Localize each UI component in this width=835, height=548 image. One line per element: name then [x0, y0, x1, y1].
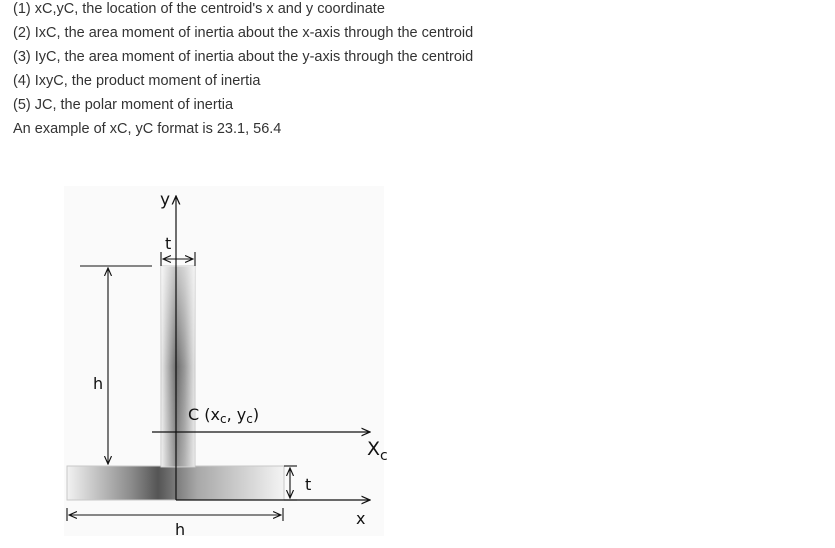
flange-thickness-label: t [305, 475, 312, 494]
web-thickness-label: t [165, 234, 172, 253]
y-axis-label: y [160, 190, 171, 210]
centroid-label-sub1: c [219, 412, 227, 426]
x-axis-label: x [356, 509, 366, 528]
centroid-label-mid: , y [226, 405, 247, 424]
question-item-1: (1) xC,yC, the location of the centroid's x and y coordinate [13, 1, 385, 17]
question-item-2: (2) IxC, the area moment of inertia about the x-axis through the centroid [13, 25, 474, 41]
width-label: h [175, 520, 186, 539]
xc-axis-subscript: c [380, 448, 388, 464]
centroid-label-sub2: c [246, 412, 253, 426]
question-item-5: (5) JC, the polar moment of inertia [13, 97, 234, 113]
format-example: An example of xC, yC format is 23.1, 56.4 [13, 121, 282, 137]
height-label: h [93, 374, 104, 393]
xc-axis-main: X [367, 438, 381, 460]
centroid-label-close: ) [252, 405, 260, 424]
question-item-3: (3) IyC, the area moment of inertia about the y-axis through the centroid [13, 49, 474, 65]
question-item-4: (4) IxyC, the product moment of inertia [13, 73, 261, 89]
centroid-label-prefix: C (x [188, 405, 220, 424]
web-highlight [161, 266, 195, 467]
